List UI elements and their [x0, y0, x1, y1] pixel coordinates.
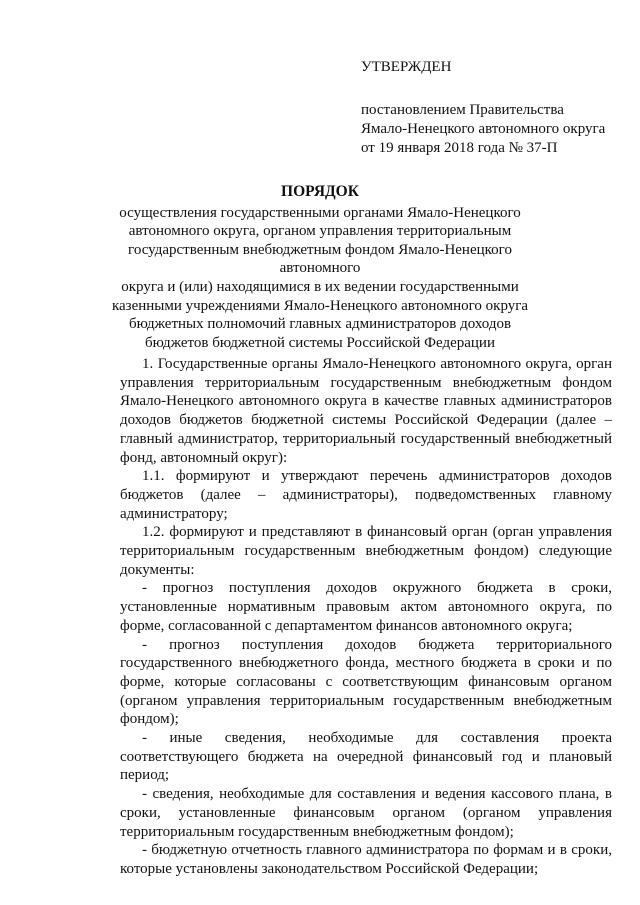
document-subtitle-line: осуществления государственными органами Ямало-Ненецкого	[119, 204, 521, 221]
document-subtitle-line: бюджетных полномочий главных администраторов доходов	[128, 316, 512, 333]
document-subtitle-line: автономного округа, органом управления территориальным	[128, 223, 512, 240]
document-subtitle-line: государственным внебюджетным фондом Ямало-Ненецкого автономного	[128, 241, 512, 277]
approval-line: от 19 января 2018 года № 37-П	[361, 140, 558, 156]
approval-line: Ямало-Ненецкого автономного округа	[361, 121, 606, 137]
approval-header: УТВЕРЖДЕН	[361, 59, 452, 75]
list-item-dash: - иные сведения, необходимые для составления проекта соответствующего бюджета на очередной финансовый год и плановый период;	[120, 730, 612, 784]
document-title-block	[95, 183, 545, 352]
document-title: ПОРЯДОК	[281, 183, 359, 200]
document-subtitle-line: бюджетов бюджетной системы Российской Федерации	[144, 334, 495, 351]
list-item-dash: - сведения, необходимые для составления и ведения кассового плана, в сроки, установленные финансовым органом (органом управления территориальным государственным внебюджетным фондом);	[120, 786, 612, 840]
paragraph-item-1-1: 1.1. формируют и утверждают перечень администраторов доходов бюджетов (далее – администраторы), подведомственных главному администратору;	[120, 468, 612, 522]
list-item-dash: - прогноз поступления доходов окружного бюджета в сроки, установленные нормативным правовым актом автономного округа, по форме, согласованной с департаментом финансов автономного округа;	[120, 580, 612, 634]
document-body	[120, 355, 612, 879]
document-subtitle-line: округа и (или) находящимися в их ведении государственными	[121, 278, 519, 295]
document-subtitle-line: казенными учреждениями Ямало-Ненецкого автономного округа	[111, 297, 529, 314]
list-item-dash: - прогноз поступления доходов бюджета территориального государственного внебюджетного фонда, местного бюджета в сроки и по форме, которые согласованы с соответствующим финансовым органом (органом управления территориальным государственным внебюджетным фондом);	[120, 636, 612, 728]
paragraph-item-1-2: 1.2. формируют и представляют в финансовый орган (орган управления территориальным государственным внебюджетным фондом) следующие документы:	[120, 524, 612, 578]
paragraph-item-1: 1. Государственные органы Ямало-Ненецкого автономного округа, орган управления территориальным государственным внебюджетным фондом Ямало-Ненецкого автономного округа в качестве главных администраторов доходов бюджетов бюджетной системы Российской Федерации (далее – главный администратор, территориальный государственный внебюджетный фонд, автономный округ):	[120, 356, 612, 466]
list-item-dash: - бюджетную отчетность главного администратора по формам и в сроки, которые установлены законодательством Российской Федерации;	[120, 842, 612, 877]
approval-line: постановлением Правительства	[361, 102, 564, 118]
approval-block	[361, 58, 621, 158]
